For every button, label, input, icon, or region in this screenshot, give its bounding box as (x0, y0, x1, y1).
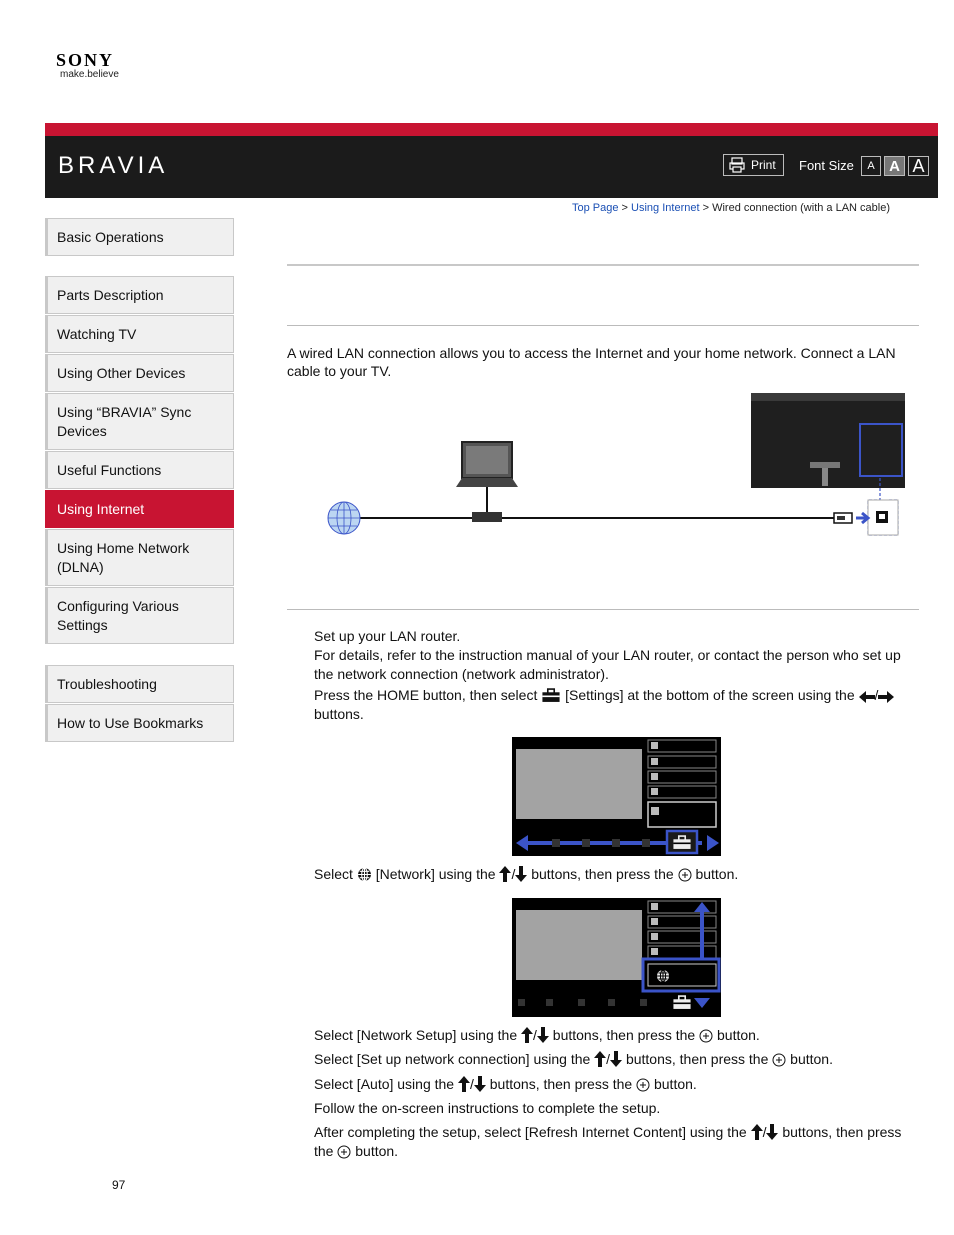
step-6-text-c: button. (653, 1076, 697, 1092)
sidebar-item-parts-description[interactable]: Parts Description (45, 276, 234, 314)
step-8-text-c: button. (355, 1143, 399, 1159)
enter-button-icon (636, 1078, 650, 1092)
brand-tagline: make.believe (60, 69, 119, 80)
arrow-up-icon (458, 1076, 470, 1092)
sidebar-item-bookmarks[interactable]: How to Use Bookmarks (45, 704, 234, 742)
breadcrumb (572, 202, 890, 214)
breadcrumb-current: Wired connection (with a LAN cable) (712, 202, 891, 214)
enter-button-icon (699, 1029, 713, 1043)
product-title: BRAVIA (58, 152, 169, 179)
print-button[interactable] (723, 154, 784, 176)
steps-divider (287, 609, 919, 610)
enter-button-icon (337, 1145, 351, 1159)
sidebar-item-watching-tv[interactable]: Watching TV (45, 315, 234, 353)
toolbox-icon (541, 688, 561, 703)
breadcrumb-top-page[interactable]: Top Page (572, 202, 619, 214)
sidebar-item-basic-operations[interactable]: Basic Operations (45, 218, 234, 256)
step-2 (314, 686, 918, 724)
connection-diagram (320, 390, 910, 540)
sidebar-item-useful-functions[interactable]: Useful Functions (45, 451, 234, 489)
sidebar-item-using-internet[interactable]: Using Internet (45, 490, 234, 528)
lan-port-icon (876, 511, 888, 523)
arrow-down-icon (610, 1051, 622, 1067)
step-8 (314, 1123, 918, 1161)
title-divider-bottom (287, 325, 919, 326)
globe-icon (328, 502, 360, 534)
sony-logo: SONY (56, 50, 115, 70)
step-4-text: Select [Network Setup] using the (314, 1027, 518, 1043)
step-7: Follow the on-screen instructions to complete the setup. (314, 1100, 661, 1116)
sidebar-item-configuring-settings[interactable]: Configuring Various Settings (45, 587, 234, 644)
sidebar-item-bravia-sync[interactable]: Using “BRAVIA” Sync Devices (45, 393, 234, 450)
step-3-text: Select (314, 866, 353, 882)
print-label: Print (751, 158, 776, 172)
step-3 (314, 865, 918, 884)
step-6 (314, 1075, 918, 1094)
step-6-text: Select [Auto] using the (314, 1076, 455, 1092)
slash: / (533, 1027, 537, 1043)
step-2-text: Press the HOME button, then select (314, 687, 538, 703)
step-4-text-c: button. (717, 1027, 760, 1043)
arrow-left-icon (859, 691, 875, 703)
step-1-title: Set up your LAN router. (314, 628, 461, 644)
laptop-icon (456, 442, 518, 487)
sidebar-item-troubleshooting[interactable]: Troubleshooting (45, 665, 234, 703)
slash: / (606, 1051, 611, 1067)
title-divider-top (287, 264, 919, 266)
slash: / (511, 866, 516, 882)
step-1-detail: For details, refer to the instruction manual of your LAN router, or contact the person who set up the network connection (network administrator). (314, 647, 901, 682)
step-8-text-b: buttons, then press the (314, 1124, 902, 1159)
printer-icon (729, 157, 745, 173)
arrow-down-icon (474, 1076, 486, 1092)
step-6-text-b: buttons, then press the (489, 1076, 633, 1092)
enter-button-icon (772, 1053, 786, 1067)
step-5-text-b: buttons, then press the (625, 1051, 769, 1067)
sidebar-item-using-other-devices[interactable]: Using Other Devices (45, 354, 234, 392)
intro-text: A wired LAN connection allows you to access the Internet and your home network. Connect a LAN cable to your TV. (287, 345, 896, 379)
step-1 (314, 627, 918, 684)
breadcrumb-using-internet[interactable]: Using Internet (631, 202, 700, 214)
arrow-up-icon (521, 1027, 533, 1043)
tv-icon (751, 393, 905, 488)
sidebar-item-home-network[interactable]: Using Home Network (DLNA) (45, 529, 234, 586)
step-4 (314, 1026, 918, 1045)
breadcrumb-separator: > (621, 202, 628, 214)
slash: / (762, 1124, 767, 1140)
font-size-medium-button[interactable]: A (884, 156, 905, 176)
header-accent-bar (45, 123, 938, 136)
font-size-large-button[interactable]: A (908, 156, 929, 176)
arrow-down-icon (766, 1124, 778, 1140)
step-5 (314, 1050, 918, 1069)
slash: / (874, 687, 879, 703)
step-5-text: Select [Set up network connection] using the (314, 1051, 591, 1067)
font-size-small-button[interactable]: A (861, 156, 881, 176)
step-8-text: After completing the setup, select [Refresh Internet Content] using the (314, 1124, 747, 1140)
step-4-text-b: buttons, then press the (552, 1027, 696, 1043)
slash: / (469, 1076, 474, 1092)
step-3-text-d: button. (695, 866, 739, 882)
arrow-up-icon (751, 1124, 763, 1140)
settings-menu-screenshot (512, 898, 721, 1017)
arrow-down-icon (515, 866, 527, 882)
step-3-text-b: [Network] using the (375, 866, 496, 882)
home-menu-screenshot (512, 737, 721, 856)
network-icon (357, 867, 372, 882)
breadcrumb-separator: > (702, 202, 710, 214)
arrow-right-icon (878, 691, 894, 703)
step-3-text-c: buttons, then press the (531, 866, 674, 882)
page-number: 97 (112, 1178, 126, 1192)
arrow-down-icon (537, 1027, 549, 1043)
step-2-text-c: buttons. (314, 706, 364, 722)
arrow-up-icon (594, 1051, 606, 1067)
font-size-label: Font Size (799, 158, 854, 173)
arrow-up-icon (499, 866, 511, 882)
enter-button-icon (678, 868, 692, 882)
step-2-text-b: [Settings] at the bottom of the screen using the (565, 687, 855, 703)
step-5-text-c: button. (790, 1051, 833, 1067)
